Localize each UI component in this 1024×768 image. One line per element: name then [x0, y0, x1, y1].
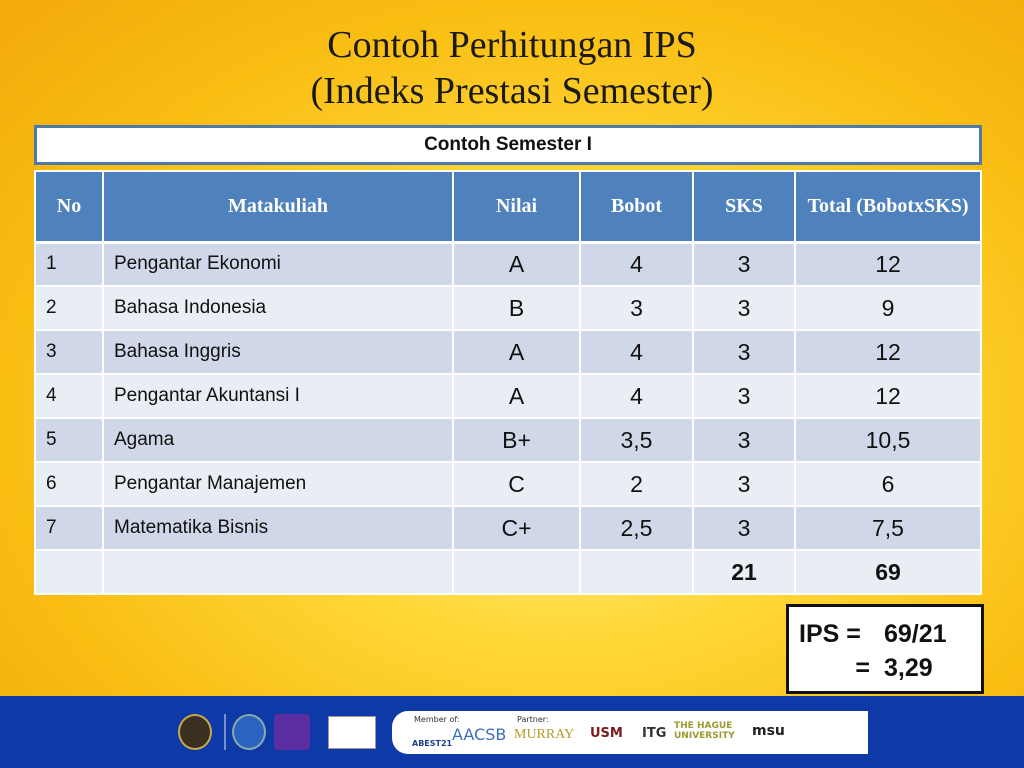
- cell-sks: 3: [693, 330, 795, 374]
- member-partner-panel: Member of: Partner: ABEST21 AACSB MURRAY USM ITG THE HAGUE UNIVERSITY msu: [392, 711, 868, 754]
- cell-bobot: 3: [580, 286, 693, 330]
- cell-bobot: 3,5: [580, 418, 693, 462]
- cell-sks: 3: [693, 242, 795, 286]
- header-total: Total (BobotxSKS): [795, 171, 981, 242]
- cell-nilai: A: [453, 374, 580, 418]
- empty-cell: [580, 550, 693, 594]
- cell-no: 7: [35, 506, 103, 550]
- cell-bobot: 4: [580, 330, 693, 374]
- total-sks: 21: [693, 550, 795, 594]
- empty-cell: [453, 550, 580, 594]
- table-caption: Contoh Semester I: [34, 125, 982, 165]
- cell-total: 12: [795, 330, 981, 374]
- cell-nilai: B+: [453, 418, 580, 462]
- cell-matakuliah: Pengantar Akuntansi I: [103, 374, 453, 418]
- header-sks: SKS: [693, 171, 795, 242]
- cell-bobot: 2,5: [580, 506, 693, 550]
- table-row: [35, 462, 981, 506]
- cell-total: 12: [795, 242, 981, 286]
- cell-no: 6: [35, 462, 103, 506]
- header-nilai: Nilai: [453, 171, 580, 242]
- cell-matakuliah: Pengantar Ekonomi: [103, 242, 453, 286]
- cell-nilai: A: [453, 330, 580, 374]
- cell-matakuliah: Agama: [103, 418, 453, 462]
- cell-sks: 3: [693, 462, 795, 506]
- cell-sks: 3: [693, 286, 795, 330]
- table-row: [35, 286, 981, 330]
- cell-total: 7,5: [795, 506, 981, 550]
- cell-matakuliah: Bahasa Inggris: [103, 330, 453, 374]
- empty-cell: [103, 550, 453, 594]
- totals-row: [35, 550, 981, 594]
- cell-no: 4: [35, 374, 103, 418]
- cell-sks: 3: [693, 418, 795, 462]
- cell-no: 3: [35, 330, 103, 374]
- header-no: No: [35, 171, 103, 242]
- cell-total: 6: [795, 462, 981, 506]
- cell-sks: 3: [693, 506, 795, 550]
- grades-table: [34, 170, 982, 595]
- cell-nilai: A: [453, 242, 580, 286]
- cell-total: 12: [795, 374, 981, 418]
- cell-no: 1: [35, 242, 103, 286]
- cell-nilai: C: [453, 462, 580, 506]
- cell-matakuliah: Bahasa Indonesia: [103, 286, 453, 330]
- cell-no: 5: [35, 418, 103, 462]
- university-seal-icon: [178, 714, 212, 750]
- cell-no: 2: [35, 286, 103, 330]
- table-row: [35, 418, 981, 462]
- cell-total: 10,5: [795, 418, 981, 462]
- header-bobot: Bobot: [580, 171, 693, 242]
- cell-nilai: B: [453, 286, 580, 330]
- empty-cell: [35, 550, 103, 594]
- ips-result-box: IPS = 69/21 = 3,29: [786, 604, 984, 694]
- divider: [224, 714, 226, 750]
- cell-sks: 3: [693, 374, 795, 418]
- total-points: 69: [795, 550, 981, 594]
- cell-bobot: 4: [580, 374, 693, 418]
- cell-matakuliah: Matematika Bisnis: [103, 506, 453, 550]
- table-row: [35, 374, 981, 418]
- cell-bobot: 4: [580, 242, 693, 286]
- iso-certification-icon: [328, 716, 376, 749]
- accreditation-logo-icon: [232, 714, 266, 750]
- table-row: [35, 506, 981, 550]
- table-row: [35, 330, 981, 374]
- cell-matakuliah: Pengantar Manajemen: [103, 462, 453, 506]
- slide-title: Contoh Perhitungan IPS (Indeks Prestasi Semester): [310, 24, 714, 112]
- ub-logo-icon: [274, 714, 310, 750]
- cell-nilai: C+: [453, 506, 580, 550]
- table-row: [35, 242, 981, 286]
- header-matakuliah: Matakuliah: [103, 171, 453, 242]
- cell-bobot: 2: [580, 462, 693, 506]
- cell-total: 9: [795, 286, 981, 330]
